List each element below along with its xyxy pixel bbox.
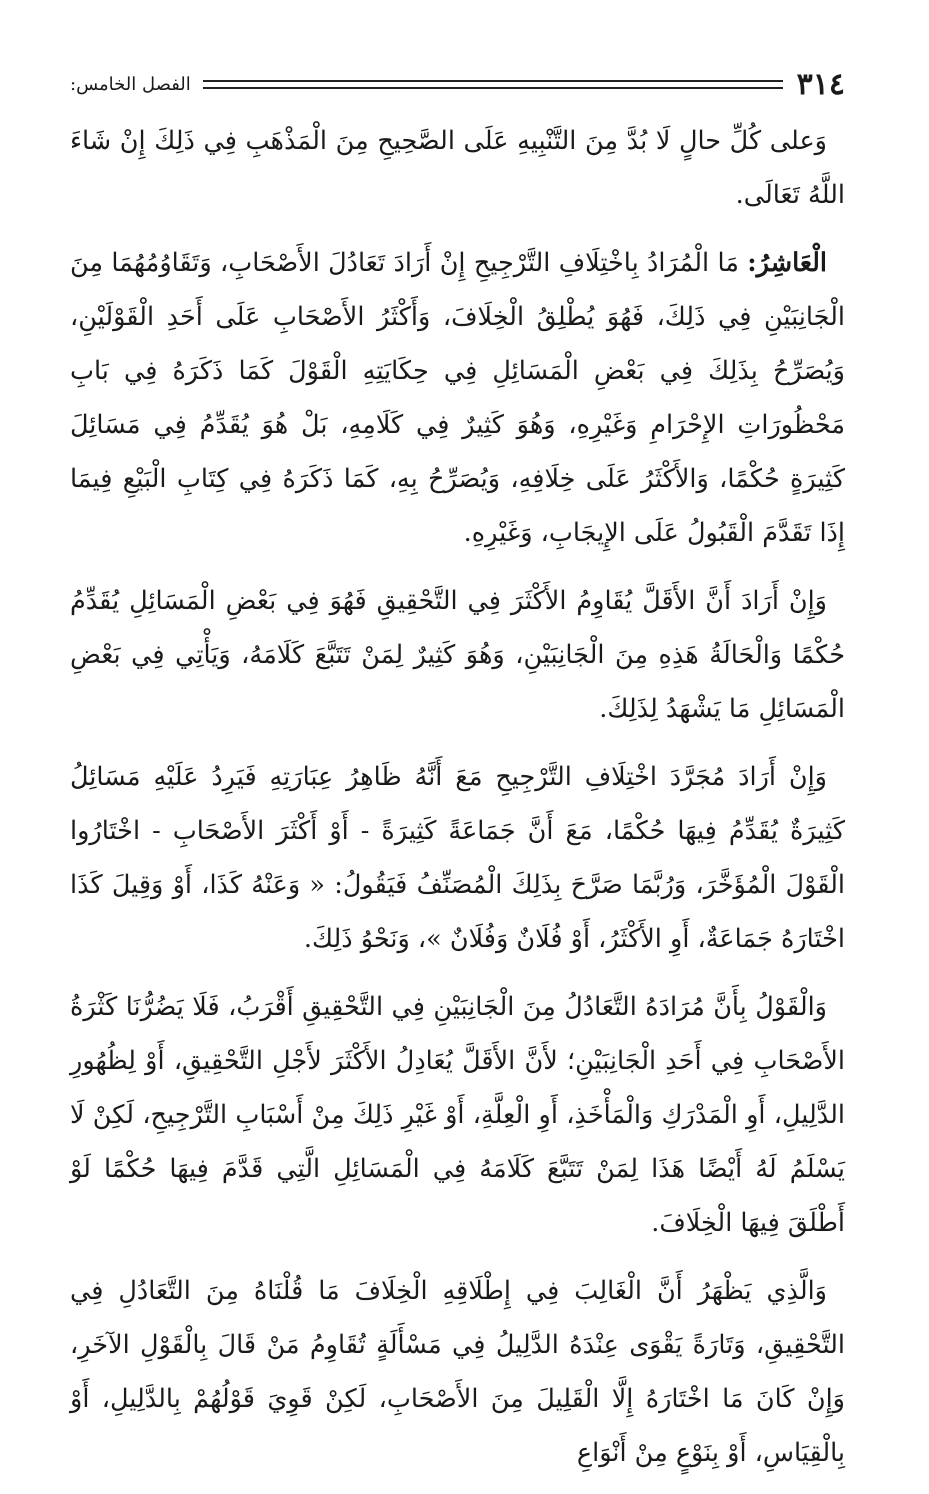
paragraph-5-text: وَالْقَوْلُ بِأَنَّ مُرَادَهُ التَّعَادُلُ مِنَ الْجَانِبَيْنِ فِي التَّحْقِيقِ أَقْرَبُ، فَلَا يَضُرُّنَا كَثْرَةُ الأَصْحَابِ فِي أَحَدِ الْجَانِبَيْنِ؛ لأَنَّ الأَقَلَّ يُعَادِلُ الأَكْثَرَ لأَجْلِ التَّحْقِيقِ، أَوْ لِظُهُورِ الدَّلِيلِ، أَوِ الْمَدْرَكِ وَالْمَأْخَذِ، أَوِ الْعِلَّةِ، أَوْ غَيْرِ ذَلِكَ مِنْ أَسْبَابِ التَّرْجِيحِ، لَكِنْ لَا يَسْلَمُ لَهُ أَيْضًا هَذَا لِمَنْ تَتَبَّعَ كَلَامَهُ فِي الْمَسَائِلِ الَّتِي قَدَّمَ فِيهَا حُكْمًا لَوْ أَطْلَقَ فِيهَا الْخِلَافَ. [70, 992, 845, 1238]
paragraph-5 [70, 980, 845, 1250]
paragraph-4-text: وَإِنْ أَرَادَ مُجَرَّدَ اخْتِلَافِ التَّرْجِيحِ مَعَ أَنَّهُ ظَاهِرُ عِبَارَتِهِ فَيَرِدُ عَلَيْهِ مَسَائِلُ كَثِيرَةٌ يُقَدِّمُ فِيهَا حُكْمًا، مَعَ أَنَّ جَمَاعَةً كَثِيرَةً - أَوْ أَكْثَرَ الأَصْحَابِ - اخْتَارُوا الْقَوْلَ الْمُؤَخَّرَ، وَرُبَّمَا صَرَّحَ بِذَلِكَ الْمُصَنِّفُ فَيَقُولُ: « وَعَنْهُ كَذَا، أَوْ وَقِيلَ كَذَا اخْتَارَهُ جَمَاعَةٌ، أَوِ الأَكْثَرُ، أَوْ فُلَانٌ وَفُلَانٌ »، وَنَحْوُ ذَلِكَ. [70, 762, 845, 954]
chapter-title: الفصل الخامس: [70, 73, 191, 95]
header-rule [203, 80, 783, 89]
paragraph-2-lead: الْعَاشِرُ: [747, 248, 827, 278]
page-body [70, 114, 845, 1480]
paragraph-6 [70, 1264, 845, 1480]
paragraph-1 [70, 114, 845, 222]
paragraph-3-text: وَإِنْ أَرَادَ أَنَّ الأَقَلَّ يُقَاوِمُ الأَكْثَرَ فِي التَّحْقِيقِ فَهُوَ فِي بَعْضِ الْمَسَائِلِ يُقَدِّمُ حُكْمًا وَالْحَالَةُ هَذِهِ مِنَ الْجَانِبَيْنِ، وَهُوَ كَثِيرٌ لِمَنْ تَتَبَّعَ كَلَامَهُ، وَيَأْتِي فِي بَعْضِ الْمَسَائِلِ مَا يَشْهَدُ لِذَلِكَ. [70, 586, 845, 724]
book-page [70, 60, 845, 1494]
page-header [70, 60, 845, 108]
paragraph-6-text: وَالَّذِي يَظْهَرُ أَنَّ الْغَالِبَ فِي إِطْلَاقِهِ الْخِلَافَ مَا قُلْنَاهُ مِنَ التَّعَادُلِ فِي التَّحْقِيقِ، وَتَارَةً يَقْوَى عِنْدَهُ الدَّلِيلُ فِي مَسْأَلَةٍ تُقَاوِمُ مَنْ قَالَ بِالْقَوْلِ الآخَرِ، وَإِنْ كَانَ مَا اخْتَارَهُ إِلَّا الْقَلِيلَ مِنَ الأَصْحَابِ، لَكِنْ قَوِيَ قَوْلُهُمْ بِالدَّلِيلِ، أَوْ بِالْقِيَاسِ، أَوْ بِنَوْعٍ مِنْ أَنْوَاعِ [70, 1276, 845, 1468]
page-number: ٣١٤ [796, 66, 845, 102]
paragraph-3 [70, 574, 845, 736]
paragraph-4 [70, 750, 845, 966]
paragraph-2-text: مَا الْمُرَادُ بِاخْتِلَافِ التَّرْجِيحِ إِنْ أَرَادَ تَعَادُلَ الأَصْحَابِ، وَتَقَاوُمُهُمَا مِنَ الْجَانِبَيْنِ فِي ذَلِكَ، فَهُوَ يُطْلِقُ الْخِلَافَ، وَأَكْثَرُ الأَصْحَابِ عَلَى أَحَدِ الْقَوْلَيْنِ، وَيُصَرِّحُ بِذَلِكَ فِي بَعْضِ الْمَسَائِلِ فِي حِكَايَتِهِ الْقَوْلَ كَمَا ذَكَرَهُ فِي بَابِ مَحْظُورَاتِ الإِحْرَامِ وَغَيْرِهِ، وَهُوَ كَثِيرٌ فِي كَلَامِهِ، بَلْ هُوَ يُقَدِّمُ فِي مَسَائِلَ كَثِيرَةٍ حُكْمًا، وَالأَكْثَرُ عَلَى خِلَافِهِ، وَيُصَرِّحُ بِهِ، كَمَا ذَكَرَهُ فِي كِتَابِ الْبَيْعِ فِيمَا إِذَا تَقَدَّمَ الْقَبُولُ عَلَى الإِيجَابِ، وَغَيْرِهِ. [70, 248, 845, 548]
paragraph-2 [70, 236, 845, 560]
paragraph-1-text: وَعلى كُلِّ حالٍ لَا بُدَّ مِنَ التَّنْبِيهِ عَلَى الصَّحِيحِ مِنَ الْمَذْهَبِ فِي ذَلِكَ إِنْ شَاءَ اللَّهُ تَعَالَى. [70, 126, 845, 210]
